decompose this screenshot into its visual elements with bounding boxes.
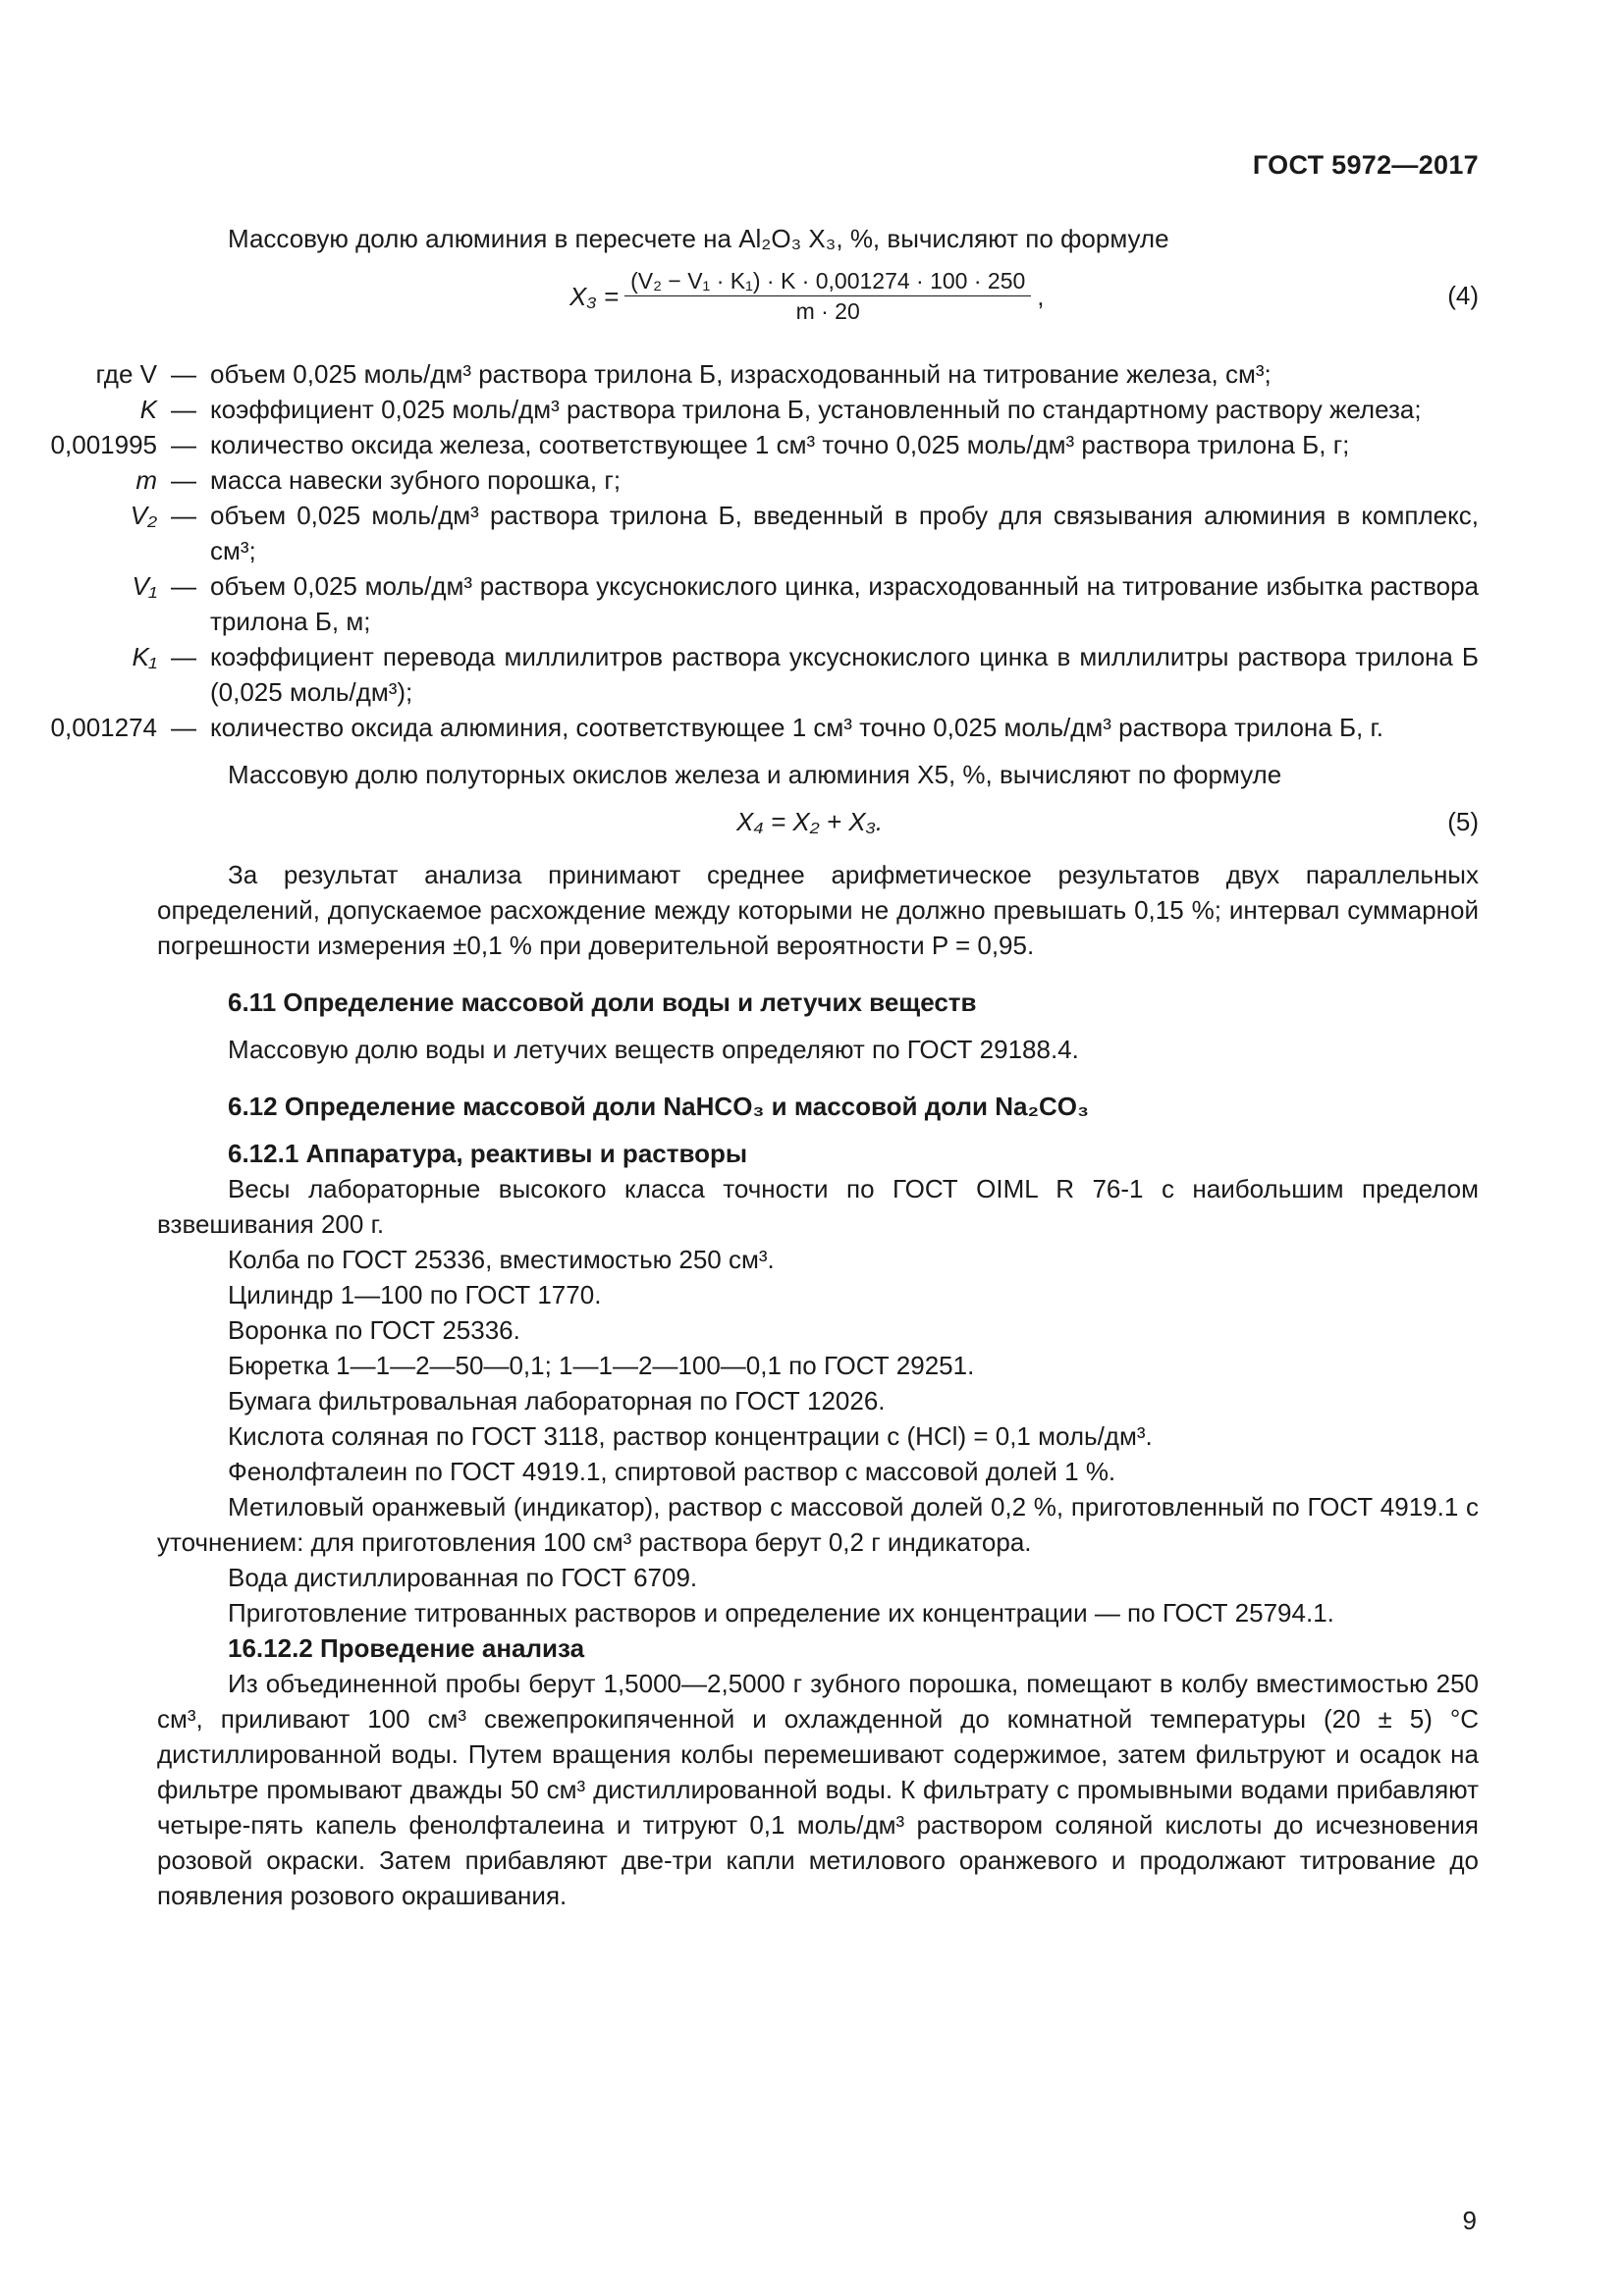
formula5-intro: Массовую долю полуторных окислов железа и алюминия X5, %, вычисляют по формуле bbox=[228, 760, 1282, 789]
section-6-11-heading: 6.11 Определение массовой доли воды и летучих веществ bbox=[228, 988, 977, 1017]
definition-text: коэффициент перевода миллилитров раствора уксуснокислого цинка в миллилитры раствора трилона Б (0,025 моль/дм³); bbox=[210, 642, 1479, 707]
definition-item bbox=[0, 498, 1479, 568]
equipment-item: Вода дистиллированная по ГОСТ 6709. bbox=[228, 1563, 698, 1592]
definition-dash: — bbox=[171, 430, 196, 459]
definition-text: объем 0,025 моль/дм³ раствора трилона Б, израсходованный на титрование железа, см³; bbox=[210, 359, 1272, 389]
section-6-12-heading: 6.12 Определение массовой доли NaHCO₃ и массовой доли Na₂CO₃ bbox=[228, 1092, 1090, 1121]
definition-item bbox=[0, 639, 1479, 710]
formula-4-expression bbox=[569, 266, 1045, 326]
section-6-11-text: Массовую долю воды и летучих веществ определяют по ГОСТ 29188.4. bbox=[228, 1035, 1079, 1064]
formula-4 bbox=[157, 266, 1479, 337]
section-6-12-1-heading: 6.12.1 Аппаратура, реактивы и растворы bbox=[228, 1139, 748, 1168]
definition-item bbox=[0, 392, 1479, 427]
definition-symbol: m bbox=[135, 465, 157, 495]
analysis-paragraph: Из объединенной пробы берут 1,5000—2,5000 г зубного порошка, помещают в колбу вместимостью 250 см³, приливают 100 см³ свежепрокипяченной и охлажденной до комнатной температуры (20 ± 5) °С дистиллированной воды. Путем вращения колбы перемешивают содержимое, затем фильтруют и осадок на фильтре промывают дважды 50 см³ дистиллированной воды. К фильтрату с промывными водами прибавляют четыре-пять капель фенолфталеина и титруют 0,1 моль/дм³ раствором соляной кислоты до исчезновения розовой окраски. Затем прибавляют две-три капли метилового оранжевого и продолжают титрование до появления розового окрашивания. bbox=[157, 1669, 1479, 1910]
definition-dash: — bbox=[171, 501, 196, 530]
definition-symbol: V₁ bbox=[132, 571, 157, 601]
definition-symbol: где V bbox=[95, 359, 157, 389]
definition-dash: — bbox=[171, 395, 196, 424]
formula-4-denominator: m · 20 bbox=[795, 298, 860, 324]
formula-4-lhs: X₃ = bbox=[569, 281, 620, 311]
definition-dash: — bbox=[171, 465, 196, 495]
definition-dash: — bbox=[171, 359, 196, 389]
definitions-list bbox=[0, 356, 1479, 745]
formula-4-number: (4) bbox=[1447, 281, 1479, 310]
definition-text: коэффициент 0,025 моль/дм³ раствора трилона Б, установленный по стандартному раствору железа; bbox=[210, 395, 1422, 424]
definition-symbol: 0,001995 bbox=[50, 430, 157, 459]
definition-text: количество оксида железа, соответствующее 1 см³ точно 0,025 моль/дм³ раствора трилона Б, г; bbox=[210, 430, 1350, 459]
equipment-item: Метиловый оранжевый (индикатор), раствор с массовой долей 0,2 %, приготовленный по ГОСТ 4919.1 с уточнением: для приготовления 100 см³ раствора берут 0,2 г индикатора. bbox=[157, 1492, 1479, 1557]
formula-5-expression: X₄ = X₂ + X₃. bbox=[736, 807, 884, 836]
definition-item bbox=[0, 710, 1479, 745]
equipment-item: Бюретка 1—1—2—50—0,1; 1—1—2—100—0,1 по ГОСТ 29251. bbox=[228, 1351, 975, 1380]
formula-5-number: (5) bbox=[1447, 807, 1479, 836]
definition-item bbox=[0, 462, 1479, 498]
page-number: 9 bbox=[1462, 2206, 1477, 2235]
equipment-item: Бумага фильтровальная лабораторная по ГОСТ 12026. bbox=[228, 1386, 886, 1415]
formula-4-fraction bbox=[624, 266, 1031, 326]
result-paragraph: За результат анализа принимают среднее арифметическое результатов двух параллельных определений, допускаемое расхождение между которыми не должно превышать 0,15 %; интервал суммарной погрешности измерения ±0,1 % при доверительной вероятности P = 0,95. bbox=[157, 860, 1479, 960]
formula-4-trail: , bbox=[1037, 281, 1045, 311]
equipment-item: Цилиндр 1—100 по ГОСТ 1770. bbox=[228, 1280, 602, 1309]
equipment-item: Приготовление титрованных растворов и определение их концентрации — по ГОСТ 25794.1. bbox=[228, 1598, 1334, 1628]
document-header: ГОСТ 5972—2017 bbox=[1252, 150, 1479, 180]
equipment-item: Колба по ГОСТ 25336, вместимостью 250 см³. bbox=[228, 1245, 775, 1274]
definition-text: масса навески зубного порошка, г; bbox=[210, 465, 622, 495]
definition-dash: — bbox=[171, 642, 196, 671]
equipment-item: Кислота соляная по ГОСТ 3118, раствор концентрации c (HCl) = 0,1 моль/дм³. bbox=[228, 1421, 1153, 1451]
definition-item bbox=[0, 427, 1479, 462]
equipment-item: Воронка по ГОСТ 25336. bbox=[228, 1315, 520, 1345]
section-16-12-2-heading: 16.12.2 Проведение анализа bbox=[228, 1633, 585, 1663]
formula-5 bbox=[157, 804, 1479, 843]
definition-text: количество оксида алюминия, соответствующее 1 см³ точно 0,025 моль/дм³ раствора трилона Б, г. bbox=[210, 713, 1383, 742]
definition-item bbox=[0, 568, 1479, 639]
page-content bbox=[50, 221, 1479, 1913]
definition-symbol: V₂ bbox=[130, 501, 157, 530]
definition-symbol: 0,001274 bbox=[50, 713, 157, 742]
definition-symbol: K₁ bbox=[132, 642, 157, 671]
definition-dash: — bbox=[171, 571, 196, 601]
definition-text: объем 0,025 моль/дм³ раствора уксуснокислого цинка, израсходованный на титрование избытка раствора трилона Б, м; bbox=[210, 571, 1479, 636]
equipment-item: Весы лабораторные высокого класса точности по ГОСТ OIML R 76-1 с наибольшим пределом взвешивания 200 г. bbox=[157, 1174, 1479, 1239]
equipment-item: Фенолфталеин по ГОСТ 4919.1, спиртовой раствор с массовой долей 1 %. bbox=[228, 1457, 1116, 1486]
formula4-intro: Массовую долю алюминия в пересчете на Al₂O₃ X₃, %, вычисляют по формуле bbox=[228, 224, 1169, 253]
definition-symbol: K bbox=[139, 395, 157, 424]
definition-item bbox=[0, 356, 1479, 392]
definition-text: объем 0,025 моль/дм³ раствора трилона Б, введенный в пробу для связывания алюминия в комплекс, см³; bbox=[210, 501, 1479, 565]
formula-4-numerator: (V₂ − V₁ · K₁) · K · 0,001274 · 100 · 250 bbox=[624, 266, 1031, 296]
definition-dash: — bbox=[171, 713, 196, 742]
